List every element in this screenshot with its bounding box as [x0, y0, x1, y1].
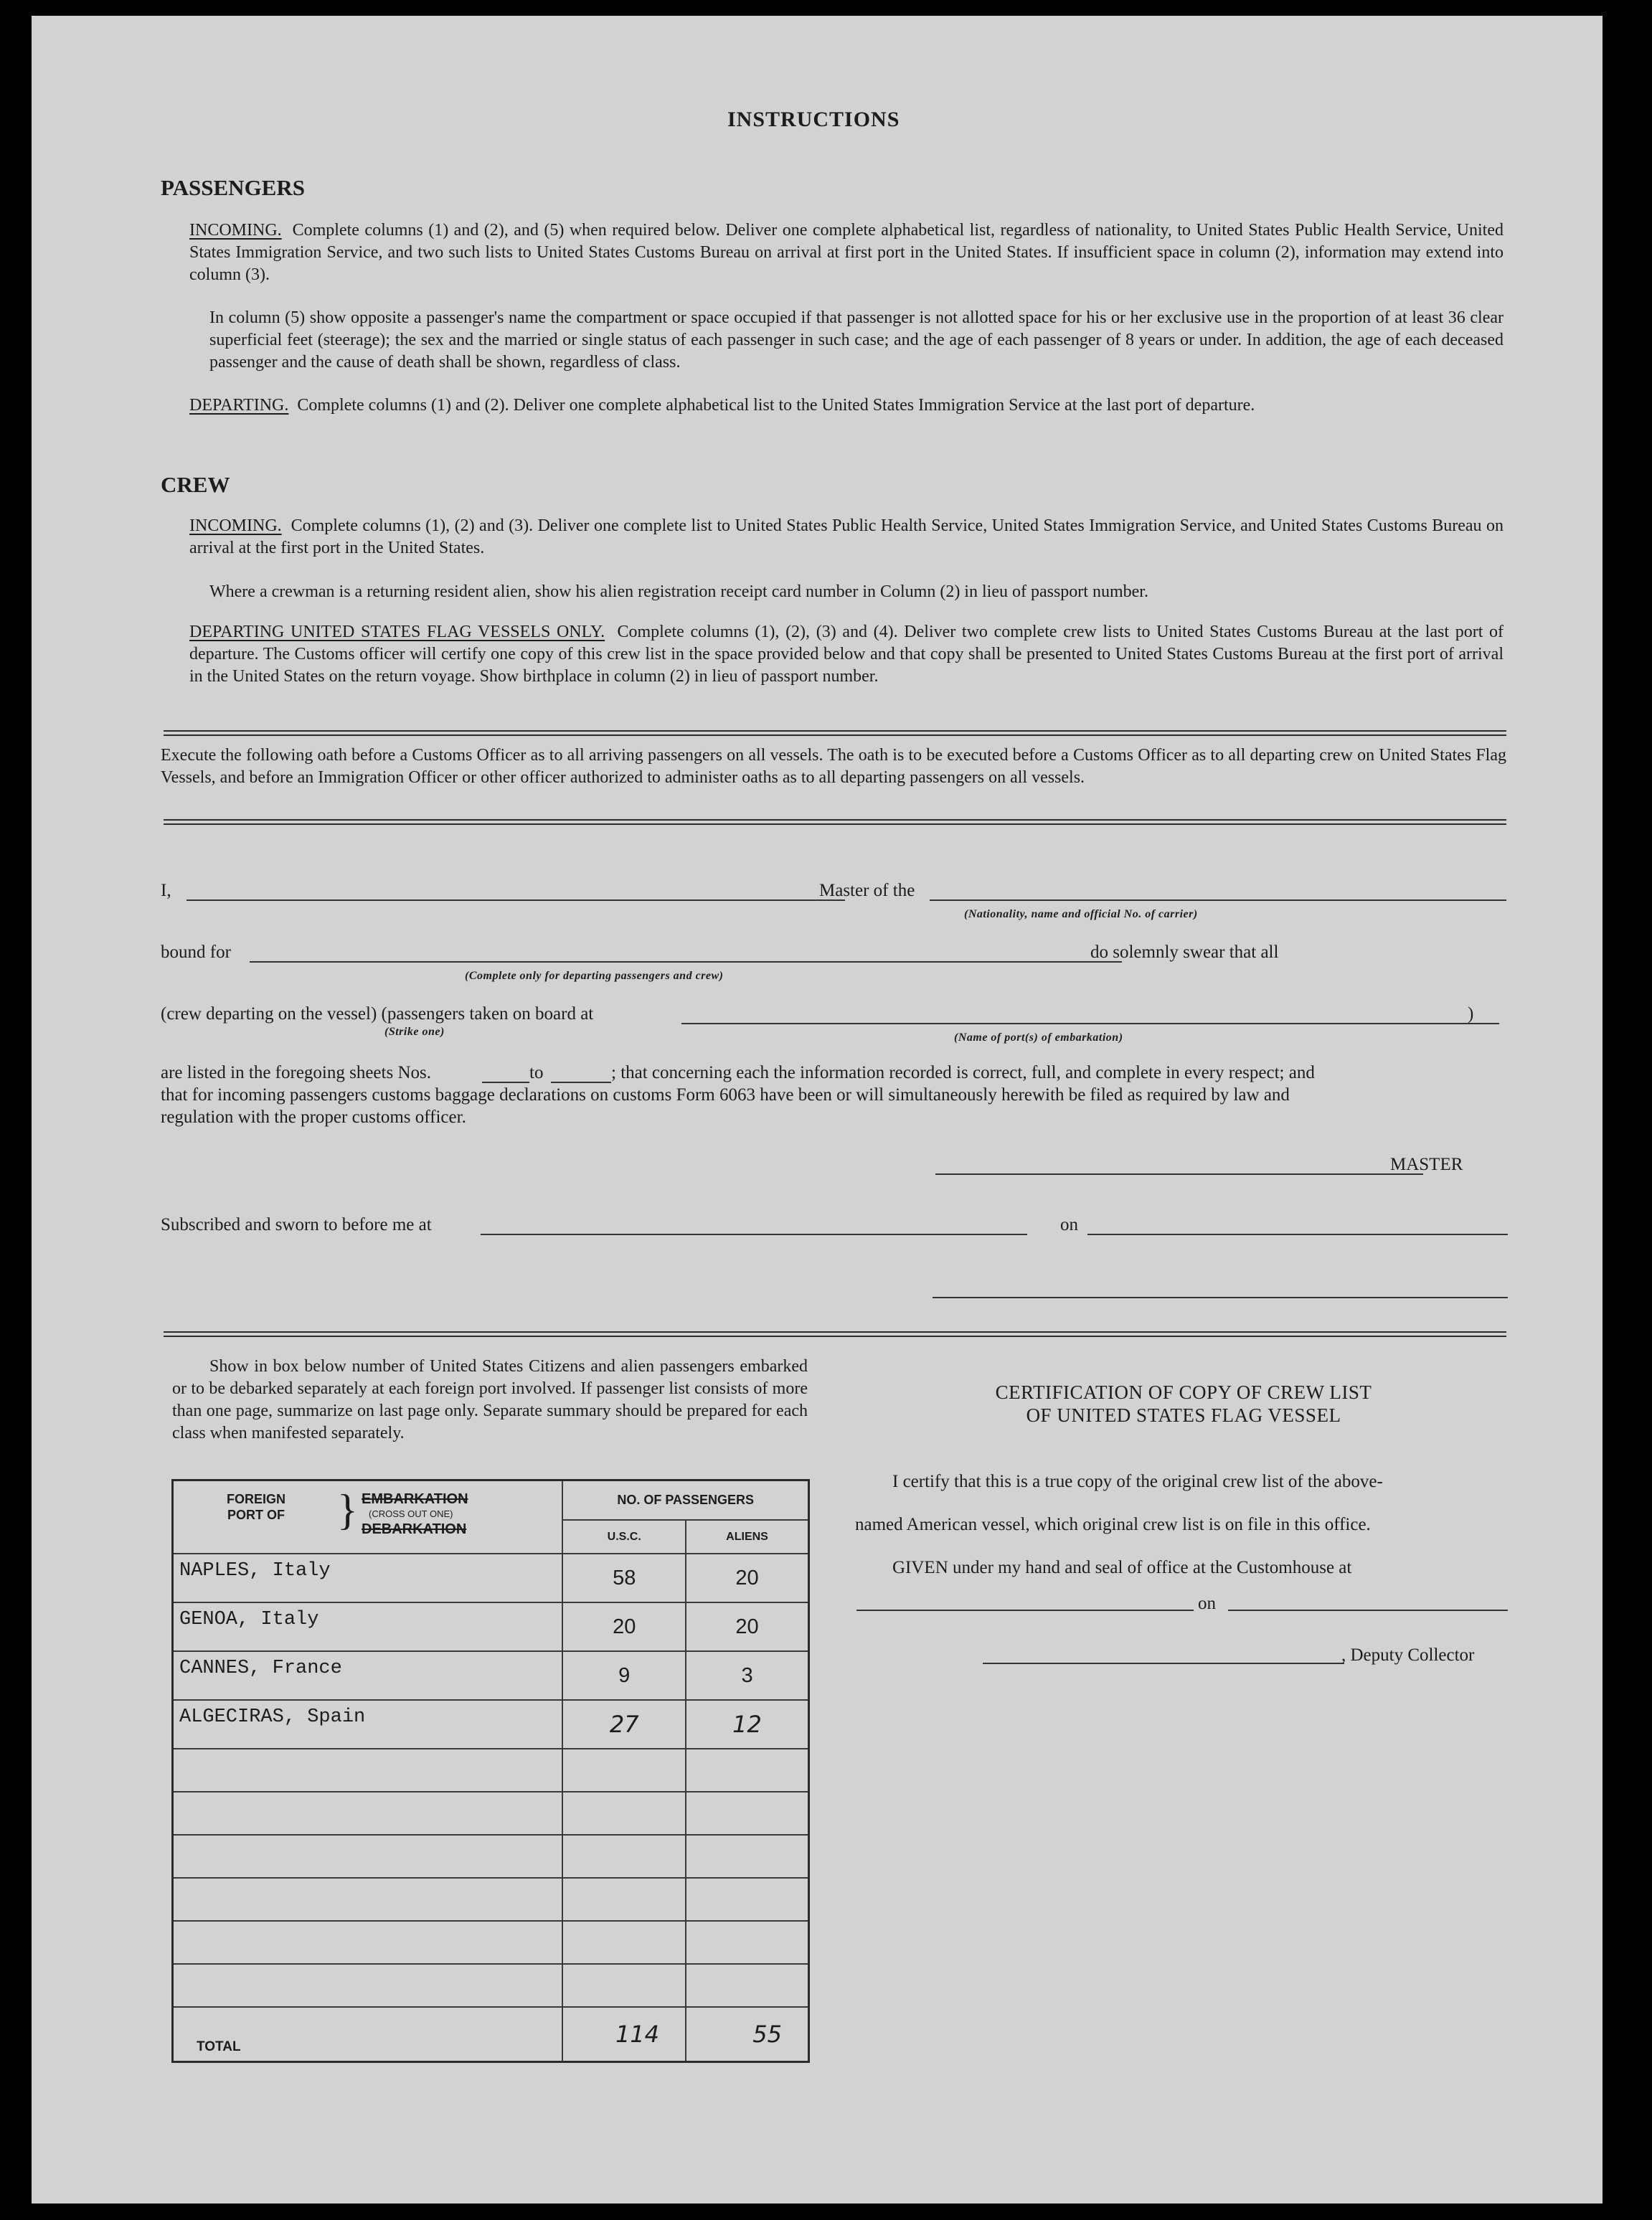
master-signature-field[interactable] — [935, 1173, 1423, 1175]
oath-i-label: I, — [161, 881, 171, 900]
crew-departing-text: Complete columns (1), (2), (3) and (4). Deliver two complete crew lists to United States Customs Bureau at the last port of departure. The Customs officer will certify one copy of this crew list in the space provided below and that copy shall be presented to United States Customs Bureau at the first port of arrival in the United States on the return voyage. Show birthplace in column (2) in lieu of passport number. — [189, 623, 1504, 686]
port-cell: GENOA, Italy — [173, 1602, 563, 1651]
officer-signature-field[interactable] — [933, 1297, 1508, 1298]
total-usc: 114 — [562, 2007, 686, 2062]
aliens-cell: 3 — [686, 1651, 808, 1700]
embarkation-port-field[interactable] — [681, 1023, 1499, 1024]
certification-line-2: named American vessel, which original crew list is on file in this office. — [855, 1515, 1371, 1534]
sworn-place-field[interactable] — [481, 1234, 1027, 1235]
aliens-cell: 20 — [686, 1602, 808, 1651]
crew-resident-paragraph: Where a crewman is a returning resident alien, show his alien registration receipt card number in Column (2) in lieu of passport number. — [209, 582, 1148, 601]
passengers-departing-text: Complete columns (1) and (2). Deliver one complete alphabetical list to the United States Immigration Service at the last port of departure. — [297, 396, 1255, 415]
usc-cell: 9 — [562, 1651, 686, 1700]
sheets-from-field[interactable] — [482, 1082, 529, 1083]
passengers-departing-paragraph — [189, 395, 1504, 417]
usc-cell: 27 — [562, 1700, 686, 1749]
carrier-caption: (Nationality, name and official No. of carrier) — [964, 908, 1198, 920]
summary-instructions: Show in box below number of United States Citizens and alien passengers embarked or to be debarked separately at each foreign port involved. If passenger list consists of more than one page, summarize on last page only. Separate summary should be prepared for each class when manifested separately. — [172, 1357, 808, 1442]
usc-cell: 58 — [562, 1554, 686, 1602]
passengers-header: NO. OF PASSENGERS — [562, 1480, 808, 1521]
total-aliens: 55 — [686, 2007, 808, 2062]
passengers-incoming-text: Complete columns (1) and (2), and (5) when required below. Deliver one complete alphabetical list, regardless of nationality, to United States Public Health Service, United States Immigration Service, and two such lists to United States Customs Bureau on arrival at first port in the United States. If insufficient space in column (2), information may extend into column (3). — [189, 221, 1504, 284]
certification-title-2: OF UNITED STATES FLAG VESSEL — [1026, 1404, 1341, 1426]
oath-intro: Execute the following oath before a Customs Officer as to all arriving passengers on all vessels. The oath is to be executed before a Customs Officer as to all departing crew on United States Flag Vessels, and before an Immigration Officer or other officer authorized to administer oaths as to all departing passengers on all vessels. — [161, 746, 1506, 787]
crew-incoming-paragraph — [189, 515, 1504, 559]
table-row — [173, 1651, 809, 1700]
passenger-summary-table — [171, 1479, 810, 2063]
close-paren: ) — [1468, 1004, 1474, 1024]
passengers-departing-label: DEPARTING. — [189, 396, 289, 415]
table-row — [173, 1700, 809, 1749]
crew-incoming-text: Complete columns (1), (2) and (3). Deliver one complete list to United States Public Health Service, United States Immigration Service, and United States Customs Bureau on arrival at the first port in the United States. — [189, 516, 1504, 557]
aliens-cell: 12 — [686, 1700, 808, 1749]
certification-date-field[interactable] — [1228, 1610, 1508, 1611]
oath-line-2: that for incoming passengers customs baggage declarations on customs Form 6063 have been or will simultaneously herewith be filed as required by law and — [161, 1085, 1290, 1105]
subscribed-label: Subscribed and sworn to before me at — [161, 1215, 432, 1234]
total-row — [173, 2007, 809, 2062]
passengers-incoming-paragraph — [189, 219, 1504, 286]
sheets-to-label: to — [529, 1063, 544, 1082]
usc-header: U.S.C. — [562, 1520, 686, 1554]
sheets-text-b: ; that concerning each the information recorded is correct, full, and complete in every respect; and — [611, 1063, 1315, 1082]
deputy-collector-field[interactable] — [983, 1663, 1344, 1664]
debarkation-label: DEBARKATION — [362, 1521, 467, 1537]
aliens-header: ALIENS — [686, 1520, 808, 1554]
passengers-incoming-label: INCOMING. — [189, 221, 282, 240]
divider — [164, 1331, 1506, 1337]
empty-row — [173, 1792, 809, 1835]
usc-cell: 20 — [562, 1602, 686, 1651]
crew-departing-label: DEPARTING UNITED STATES FLAG VESSELS ONLY. — [189, 623, 605, 641]
empty-row — [173, 1964, 809, 2007]
port-header-cell — [173, 1480, 563, 1554]
bound-for-caption: (Complete only for departing passengers and crew) — [465, 970, 724, 982]
foreign-port-of-label: FOREIGN PORT OF — [226, 1492, 285, 1522]
bound-for-field[interactable] — [250, 961, 1122, 963]
divider — [164, 730, 1506, 736]
carrier-field[interactable] — [930, 899, 1506, 901]
deputy-collector-label: , Deputy Collector — [1341, 1645, 1475, 1665]
divider — [164, 819, 1506, 825]
bound-for-label: bound for — [161, 943, 231, 962]
cross-out-label: (CROSS OUT ONE) — [369, 1508, 453, 1519]
strike-one-caption: (Strike one) — [384, 1026, 445, 1038]
total-label: TOTAL — [173, 2007, 563, 2062]
master-of-label: Master of the — [819, 881, 915, 900]
crew-incoming-label: INCOMING. — [189, 516, 282, 535]
sheets-text-a: are listed in the foregoing sheets Nos. — [161, 1063, 431, 1082]
swear-text: do solemnly swear that all — [1090, 943, 1279, 962]
embarkation-caption: (Name of port(s) of embarkation) — [954, 1031, 1123, 1044]
certification-title-1: CERTIFICATION OF COPY OF CREW LIST — [995, 1381, 1372, 1403]
sworn-on-label: on — [1060, 1215, 1078, 1234]
table-row — [173, 1554, 809, 1602]
certification-line-1: I certify that this is a true copy of the original crew list of the above- — [892, 1472, 1383, 1491]
document-page — [32, 16, 1603, 2204]
certification-on-label: on — [1198, 1594, 1216, 1613]
sworn-date-field[interactable] — [1087, 1234, 1508, 1235]
page-title: INSTRUCTIONS — [727, 108, 900, 131]
certification-line-3: GIVEN under my hand and seal of office at the Customhouse at — [892, 1558, 1352, 1577]
strike-one-text: (crew departing on the vessel) (passengers taken on board at — [161, 1004, 594, 1024]
sheets-to-field[interactable] — [551, 1082, 611, 1083]
customhouse-field[interactable] — [856, 1610, 1194, 1611]
crew-departing-paragraph — [189, 621, 1504, 688]
embarkation-label: EMBARKATION — [362, 1491, 468, 1507]
port-cell: ALGECIRAS, Spain — [173, 1700, 563, 1749]
port-cell: CANNES, France — [173, 1651, 563, 1700]
master-label: MASTER — [1390, 1155, 1463, 1174]
passengers-column5-paragraph: In column (5) show opposite a passenger's name the compartment or space occupied if that passenger is not allotted space for his or her exclusive use in the proportion of at least 36 clear superficial feet (steerage); the sex and the married or single status of each passenger in such case; and the age of each passenger of 8 years or under. In addition, the age of each deceased passenger and the cause of death shall be shown, regardless of class. — [209, 308, 1504, 372]
empty-row — [173, 1878, 809, 1921]
table-row — [173, 1602, 809, 1651]
brace: } — [337, 1486, 358, 1534]
empty-row — [173, 1749, 809, 1792]
port-cell: NAPLES, Italy — [173, 1554, 563, 1602]
oath-line-3: regulation with the proper customs officer. — [161, 1107, 466, 1127]
empty-row — [173, 1921, 809, 1964]
passengers-heading: PASSENGERS — [161, 175, 305, 200]
master-name-field[interactable] — [187, 899, 845, 901]
empty-row — [173, 1835, 809, 1878]
crew-heading: CREW — [161, 472, 230, 497]
aliens-cell: 20 — [686, 1554, 808, 1602]
